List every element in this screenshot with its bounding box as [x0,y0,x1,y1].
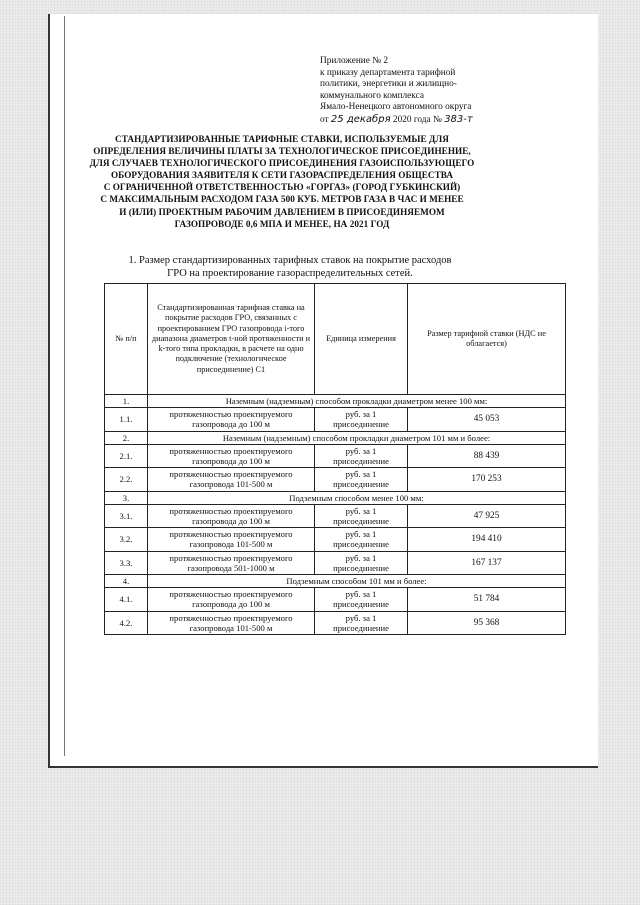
header-unit: Единица измерения [315,284,408,395]
row-description: протяженностью проектируемого газопровода 501-1000 м [148,551,315,574]
row-unit: руб. за 1 присоединение [315,468,408,491]
row-unit: руб. за 1 присоединение [315,528,408,551]
table-row [105,588,566,611]
header-rate: Размер тарифной ставки (НДС не облагается) [408,284,566,395]
row-number: 1.1. [105,408,148,431]
row-rate: 45 053 [408,408,566,431]
row-number: 2.2. [105,468,148,491]
group-heading: Наземным (надземным) способом прокладки диаметром менее 100 мм: [148,395,566,408]
row-description: протяженностью проектируемого газопровода 101-500 м [148,528,315,551]
title-line: ДЛЯ СЛУЧАЕВ ТЕХНОЛОГИЧЕСКОГО ПРИСОЕДИНЕНИЯ ГАЗОИСПОЛЬЗУЮЩЕГО [89,158,475,169]
row-rate: 88 439 [408,444,566,467]
row-unit: руб. за 1 присоединение [315,444,408,467]
table-header-row [105,284,566,395]
row-number: 3.2. [105,528,148,551]
header-description: Стандартизированная тарифная ставка на покрытие расходов ГРО, связанных с проектированием ГРО газопровода i-того диапазона диаметров t-ной протяженности и k-того типа прокладки, в расчете на одно подключение (технологическое присоединение) C1 [148,284,315,395]
row-number: 4.2. [105,611,148,634]
row-description: протяженностью проектируемого газопровода 101-500 м [148,611,315,634]
section-line: ГРО на проектирование газораспределительных сетей. [167,268,413,279]
date-day-month: 25 декабря [330,113,391,125]
scan-edge-line [64,16,65,756]
table-row [105,444,566,467]
section-line: 1. Размер стандартизированных тарифных ставок на покрытие расходов [128,255,452,266]
header-num: № п/п [105,284,148,395]
appendix-date-line [320,114,520,127]
title-line: С МАКСИМАЛЬНЫМ РАСХОДОМ ГАЗА 500 КУБ. МЕТРОВ ГАЗА В ЧАС И МЕНЕЕ [100,194,464,205]
date-prefix: от [320,114,329,125]
row-unit: руб. за 1 присоединение [315,408,408,431]
table-row [105,468,566,491]
table-body [105,395,566,635]
group-heading: Наземным (надземным) способом прокладки диаметром 101 мм и более: [148,431,566,444]
row-number: 3. [105,491,148,504]
row-unit: руб. за 1 присоединение [315,504,408,527]
row-rate: 47 925 [408,504,566,527]
row-rate: 194 410 [408,528,566,551]
row-rate: 51 784 [408,588,566,611]
table-group-row [105,395,566,408]
appendix-line: политики, энергетики и жилищно- [320,79,457,89]
table-row [105,504,566,527]
doc-number: 383-т [444,113,473,125]
table-group-row [105,491,566,504]
row-number: 2. [105,431,148,444]
row-unit: руб. за 1 присоединение [315,551,408,574]
table-row [105,528,566,551]
table-group-row [105,431,566,444]
title-line: И (ИЛИ) ПРОЕКТНЫМ РАБОЧИМ ДАВЛЕНИЕМ В ПРИСОЕДИНЯЕМОМ [119,206,445,217]
date-year: 2020 года № [392,114,442,125]
appendix-line: Приложение № 2 [320,56,389,66]
row-description: протяженностью проектируемого газопровода 101-500 м [148,468,315,491]
appendix-header [320,56,520,126]
title-line: ОПРЕДЕЛЕНИЯ ВЕЛИЧИНЫ ПЛАТЫ ЗА ТЕХНОЛОГИЧЕСКОЕ ПРИСОЕДИНЕНИЕ, [93,146,471,157]
row-number: 4. [105,575,148,588]
row-description: протяженностью проектируемого газопровода до 100 м [148,408,315,431]
row-description: протяженностью проектируемого газопровода до 100 м [148,444,315,467]
row-number: 4.1. [105,588,148,611]
appendix-line: Ямало-Ненецкого автономного округа [320,102,472,112]
row-rate: 95 368 [408,611,566,634]
row-unit: руб. за 1 присоединение [315,611,408,634]
row-rate: 167 137 [408,551,566,574]
tariff-table [104,283,566,635]
row-number: 1. [105,395,148,408]
table-row [105,551,566,574]
document-title [72,133,492,230]
row-number: 3.3. [105,551,148,574]
group-heading: Подземным способом менее 100 мм: [148,491,566,504]
row-number: 2.1. [105,444,148,467]
row-description: протяженностью проектируемого газопровода до 100 м [148,504,315,527]
row-number: 3.1. [105,504,148,527]
title-line: ГАЗОПРОВОДЕ 0,6 МПА И МЕНЕЕ, НА 2021 ГОД [174,218,390,229]
title-line: ОБОРУДОВАНИЯ ЗАЯВИТЕЛЯ К СЕТИ ГАЗОРАСПРЕДЕЛЕНИЯ ОБЩЕСТВА [110,170,454,181]
appendix-line: коммунального комплекса [320,90,424,101]
table-row [105,408,566,431]
section-heading [90,254,490,280]
appendix-line: к приказу департамента тарифной [320,67,456,78]
row-rate: 170 253 [408,468,566,491]
title-line: С ОГРАНИЧЕННОЙ ОТВЕТСТВЕННОСТЬЮ «ГОРГАЗ» (ГОРОД ГУБКИНСКИЙ) [103,182,461,193]
title-line: СТАНДАРТИЗИРОВАННЫЕ ТАРИФНЫЕ СТАВКИ, ИСПОЛЬЗУЕМЫЕ ДЛЯ [115,134,449,144]
row-description: протяженностью проектируемого газопровода до 100 м [148,588,315,611]
table-group-row [105,575,566,588]
group-heading: Подземным способом 101 мм и более: [148,575,566,588]
row-unit: руб. за 1 присоединение [315,588,408,611]
table-row [105,611,566,634]
